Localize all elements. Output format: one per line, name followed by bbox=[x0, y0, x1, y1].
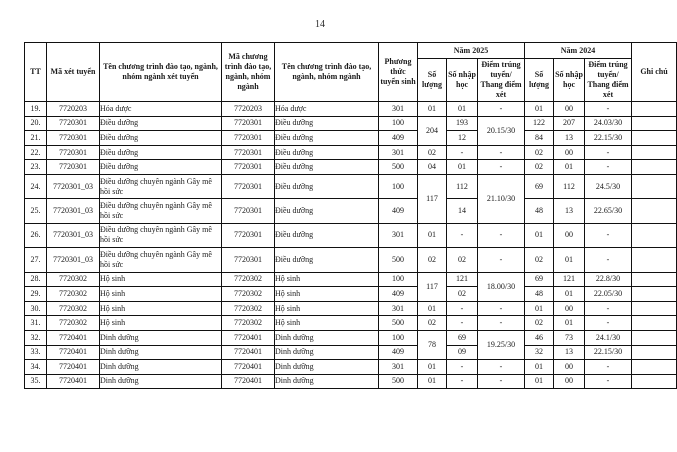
cell-2024-diem: 22.05/30 bbox=[585, 287, 632, 302]
header-2025-diem-trung-tuyen: Điểm trúng tuyển/ Thang điểm xét bbox=[478, 59, 525, 102]
cell-2024-so-luong: 48 bbox=[525, 199, 554, 223]
cell-ma-chuong-trinh: 7720301 bbox=[222, 116, 275, 131]
cell-tt: 19. bbox=[25, 102, 47, 117]
cell-2024-so-luong: 46 bbox=[525, 330, 554, 345]
cell-ma-chuong-trinh: 7720301 bbox=[222, 145, 275, 160]
table-row bbox=[25, 174, 677, 198]
header-2024-so-nhap-hoc: Số nhập học bbox=[554, 59, 585, 102]
cell-2024-diem: 24.5/30 bbox=[585, 174, 632, 198]
cell-ten-xet-tuyen: Hóa dược bbox=[100, 102, 222, 117]
cell-2025-so-nhap-hoc: - bbox=[447, 301, 478, 316]
table-row bbox=[25, 199, 677, 223]
cell-tt: 26. bbox=[25, 223, 47, 247]
table-row bbox=[25, 330, 677, 345]
table-row bbox=[25, 248, 677, 272]
cell-ma-chuong-trinh: 7720301 bbox=[222, 160, 275, 175]
cell-2025-so-nhap-hoc: 121 bbox=[447, 272, 478, 287]
cell-2025-diem: - bbox=[478, 145, 525, 160]
cell-phuong-thuc: 301 bbox=[379, 360, 418, 375]
header-2025-so-luong: Số lượng bbox=[418, 59, 447, 102]
cell-2024-so-nhap-hoc: 13 bbox=[554, 345, 585, 360]
cell-ten-xet-tuyen: Điều dưỡng chuyên ngành Gây mê hồi sức bbox=[100, 223, 222, 247]
cell-2025-diem: - bbox=[478, 301, 525, 316]
cell-ma-xet-tuyen: 7720301 bbox=[47, 116, 100, 131]
table-body bbox=[25, 102, 677, 389]
cell-ma-chuong-trinh: 7720301 bbox=[222, 248, 275, 272]
cell-2025-so-nhap-hoc: 69 bbox=[447, 330, 478, 345]
cell-2025-so-nhap-hoc: 112 bbox=[447, 174, 478, 198]
cell-tt: 35. bbox=[25, 374, 47, 389]
cell-ten-chuong-trinh: Hộ sinh bbox=[275, 272, 379, 287]
cell-ten-chuong-trinh: Điều dưỡng bbox=[275, 199, 379, 223]
cell-ma-chuong-trinh: 7720302 bbox=[222, 272, 275, 287]
cell-ma-xet-tuyen: 7720401 bbox=[47, 345, 100, 360]
cell-ma-xet-tuyen: 7720401 bbox=[47, 330, 100, 345]
cell-phuong-thuc: 409 bbox=[379, 199, 418, 223]
cell-2025-diem: - bbox=[478, 223, 525, 247]
header-2025-so-nhap-hoc: Số nhập học bbox=[447, 59, 478, 102]
cell-ten-xet-tuyen: Điều dưỡng chuyên ngành Gây mê hồi sức bbox=[100, 248, 222, 272]
cell-2024-so-nhap-hoc: 00 bbox=[554, 360, 585, 375]
cell-2025-so-luong: 01 bbox=[418, 360, 447, 375]
table-header-row-group bbox=[25, 43, 677, 59]
cell-tt: 33. bbox=[25, 345, 47, 360]
cell-2025-diem: 19.25/30 bbox=[478, 330, 525, 359]
cell-ghi-chu bbox=[632, 374, 677, 389]
cell-2024-diem: - bbox=[585, 223, 632, 247]
cell-ten-xet-tuyen: Điều dưỡng chuyên ngành Gây mê hồi sức bbox=[100, 174, 222, 198]
cell-2025-so-luong: 02 bbox=[418, 316, 447, 331]
header-nam-2025: Năm 2025 bbox=[418, 43, 525, 59]
table-row bbox=[25, 301, 677, 316]
admission-table bbox=[24, 42, 677, 389]
cell-tt: 25. bbox=[25, 199, 47, 223]
cell-tt: 24. bbox=[25, 174, 47, 198]
cell-ten-chuong-trinh: Điều dưỡng bbox=[275, 223, 379, 247]
header-ghi-chu: Ghi chú bbox=[632, 43, 677, 102]
cell-ma-xet-tuyen: 7720401 bbox=[47, 360, 100, 375]
cell-2025-so-nhap-hoc: - bbox=[447, 145, 478, 160]
cell-ten-chuong-trinh: Hộ sinh bbox=[275, 301, 379, 316]
cell-2025-so-nhap-hoc: 02 bbox=[447, 287, 478, 302]
cell-2025-so-nhap-hoc: - bbox=[447, 223, 478, 247]
cell-tt: 34. bbox=[25, 360, 47, 375]
table-row bbox=[25, 131, 677, 146]
header-ma-xet-tuyen: Mã xét tuyển bbox=[47, 43, 100, 102]
cell-ten-chuong-trinh: Điều dưỡng bbox=[275, 145, 379, 160]
cell-2025-so-luong: 04 bbox=[418, 160, 447, 175]
cell-ma-chuong-trinh: 7720301 bbox=[222, 199, 275, 223]
cell-ma-xet-tuyen: 7720301_03 bbox=[47, 174, 100, 198]
cell-phuong-thuc: 100 bbox=[379, 174, 418, 198]
table-row bbox=[25, 345, 677, 360]
cell-2025-diem: 18.00/30 bbox=[478, 272, 525, 301]
cell-phuong-thuc: 100 bbox=[379, 272, 418, 287]
cell-2024-so-nhap-hoc: 00 bbox=[554, 145, 585, 160]
cell-2025-diem: - bbox=[478, 102, 525, 117]
cell-phuong-thuc: 409 bbox=[379, 287, 418, 302]
cell-ten-chuong-trinh: Hộ sinh bbox=[275, 287, 379, 302]
cell-ten-chuong-trinh: Dinh dưỡng bbox=[275, 345, 379, 360]
cell-2025-diem: - bbox=[478, 374, 525, 389]
cell-phuong-thuc: 500 bbox=[379, 160, 418, 175]
cell-2025-so-luong: 117 bbox=[418, 174, 447, 223]
cell-2024-diem: - bbox=[585, 374, 632, 389]
header-ten-chuong-trinh: Tên chương trình đào tạo, ngành, nhóm ngành bbox=[275, 43, 379, 102]
cell-2024-so-luong: 02 bbox=[525, 248, 554, 272]
cell-phuong-thuc: 301 bbox=[379, 102, 418, 117]
cell-2025-diem: - bbox=[478, 248, 525, 272]
cell-2024-so-nhap-hoc: 13 bbox=[554, 131, 585, 146]
cell-tt: 30. bbox=[25, 301, 47, 316]
cell-2024-diem: 22.8/30 bbox=[585, 272, 632, 287]
cell-ma-chuong-trinh: 7720401 bbox=[222, 345, 275, 360]
cell-2024-so-luong: 01 bbox=[525, 374, 554, 389]
cell-ten-chuong-trinh: Điều dưỡng bbox=[275, 174, 379, 198]
table-row bbox=[25, 102, 677, 117]
cell-tt: 29. bbox=[25, 287, 47, 302]
cell-2024-so-luong: 02 bbox=[525, 160, 554, 175]
cell-ghi-chu bbox=[632, 360, 677, 375]
cell-2024-so-luong: 122 bbox=[525, 116, 554, 131]
table-header bbox=[25, 43, 677, 102]
cell-ten-chuong-trinh: Điều dưỡng bbox=[275, 131, 379, 146]
table-row bbox=[25, 316, 677, 331]
cell-2025-so-luong: 01 bbox=[418, 374, 447, 389]
cell-2024-diem: - bbox=[585, 145, 632, 160]
cell-ma-chuong-trinh: 7720401 bbox=[222, 330, 275, 345]
cell-2024-so-nhap-hoc: 121 bbox=[554, 272, 585, 287]
cell-2025-so-nhap-hoc: 01 bbox=[447, 102, 478, 117]
cell-2025-so-luong: 01 bbox=[418, 223, 447, 247]
cell-2025-diem: 21.10/30 bbox=[478, 174, 525, 223]
cell-ten-xet-tuyen: Dinh dưỡng bbox=[100, 374, 222, 389]
cell-ten-chuong-trinh: Dinh dưỡng bbox=[275, 360, 379, 375]
cell-2024-diem: - bbox=[585, 248, 632, 272]
cell-2024-so-nhap-hoc: 01 bbox=[554, 160, 585, 175]
cell-ten-chuong-trinh: Điều dưỡng bbox=[275, 116, 379, 131]
cell-2024-so-luong: 01 bbox=[525, 223, 554, 247]
cell-ten-chuong-trinh: Điều dưỡng bbox=[275, 160, 379, 175]
cell-phuong-thuc: 301 bbox=[379, 301, 418, 316]
cell-ghi-chu bbox=[632, 160, 677, 175]
cell-2024-so-nhap-hoc: 13 bbox=[554, 199, 585, 223]
cell-tt: 32. bbox=[25, 330, 47, 345]
cell-ghi-chu bbox=[632, 116, 677, 131]
cell-ma-xet-tuyen: 7720203 bbox=[47, 102, 100, 117]
header-ten-chuong-trinh-xet-tuyen: Tên chương trình đào tạo, ngành, nhóm ngành xét tuyển bbox=[100, 43, 222, 102]
cell-phuong-thuc: 100 bbox=[379, 330, 418, 345]
cell-2024-so-nhap-hoc: 01 bbox=[554, 316, 585, 331]
cell-2025-so-luong: 01 bbox=[418, 301, 447, 316]
table-row bbox=[25, 160, 677, 175]
cell-ma-xet-tuyen: 7720301 bbox=[47, 145, 100, 160]
cell-2025-diem: - bbox=[478, 160, 525, 175]
cell-ten-xet-tuyen: Dinh dưỡng bbox=[100, 330, 222, 345]
cell-ten-chuong-trinh: Hộ sinh bbox=[275, 316, 379, 331]
cell-ten-chuong-trinh: Dinh dưỡng bbox=[275, 330, 379, 345]
table-row bbox=[25, 223, 677, 247]
cell-2024-so-nhap-hoc: 00 bbox=[554, 102, 585, 117]
header-2024-diem-trung-tuyen: Điểm trúng tuyển/ Thang điểm xét bbox=[585, 59, 632, 102]
header-phuong-thuc-tuyen-sinh: Phương thức tuyển sinh bbox=[379, 43, 418, 102]
cell-2025-so-luong: 78 bbox=[418, 330, 447, 359]
cell-ghi-chu bbox=[632, 174, 677, 198]
cell-2024-diem: 22.15/30 bbox=[585, 131, 632, 146]
cell-2024-so-luong: 84 bbox=[525, 131, 554, 146]
table-row bbox=[25, 360, 677, 375]
cell-ghi-chu bbox=[632, 330, 677, 345]
cell-ma-xet-tuyen: 7720301 bbox=[47, 160, 100, 175]
cell-ma-xet-tuyen: 7720302 bbox=[47, 301, 100, 316]
page-number: 14 bbox=[315, 19, 325, 30]
header-tt: TT bbox=[25, 43, 47, 102]
cell-ten-xet-tuyen: Hộ sinh bbox=[100, 316, 222, 331]
cell-ghi-chu bbox=[632, 131, 677, 146]
cell-2024-so-luong: 32 bbox=[525, 345, 554, 360]
cell-2025-so-luong: 02 bbox=[418, 248, 447, 272]
cell-ma-xet-tuyen: 7720301 bbox=[47, 131, 100, 146]
cell-2024-so-nhap-hoc: 207 bbox=[554, 116, 585, 131]
table-row bbox=[25, 116, 677, 131]
cell-2025-so-luong: 204 bbox=[418, 116, 447, 145]
cell-ten-xet-tuyen: Dinh dưỡng bbox=[100, 360, 222, 375]
cell-2024-so-luong: 69 bbox=[525, 174, 554, 198]
cell-tt: 27. bbox=[25, 248, 47, 272]
cell-phuong-thuc: 301 bbox=[379, 223, 418, 247]
cell-ghi-chu bbox=[632, 345, 677, 360]
cell-ma-xet-tuyen: 7720401 bbox=[47, 374, 100, 389]
cell-2024-so-nhap-hoc: 01 bbox=[554, 287, 585, 302]
cell-ghi-chu bbox=[632, 316, 677, 331]
cell-2024-diem: 22.15/30 bbox=[585, 345, 632, 360]
cell-phuong-thuc: 409 bbox=[379, 131, 418, 146]
cell-2024-so-nhap-hoc: 00 bbox=[554, 223, 585, 247]
cell-phuong-thuc: 500 bbox=[379, 316, 418, 331]
cell-ma-chuong-trinh: 7720401 bbox=[222, 360, 275, 375]
cell-2024-so-nhap-hoc: 73 bbox=[554, 330, 585, 345]
cell-2024-so-nhap-hoc: 00 bbox=[554, 374, 585, 389]
cell-tt: 21. bbox=[25, 131, 47, 146]
cell-phuong-thuc: 500 bbox=[379, 374, 418, 389]
cell-2024-so-luong: 48 bbox=[525, 287, 554, 302]
cell-2024-so-nhap-hoc: 01 bbox=[554, 248, 585, 272]
cell-ma-chuong-trinh: 7720302 bbox=[222, 316, 275, 331]
cell-2025-diem: - bbox=[478, 360, 525, 375]
cell-ma-xet-tuyen: 7720301_03 bbox=[47, 223, 100, 247]
cell-ma-xet-tuyen: 7720301_03 bbox=[47, 248, 100, 272]
cell-2025-so-nhap-hoc: 12 bbox=[447, 131, 478, 146]
cell-ghi-chu bbox=[632, 199, 677, 223]
cell-2024-diem: 22.65/30 bbox=[585, 199, 632, 223]
cell-ten-xet-tuyen: Điều dưỡng bbox=[100, 131, 222, 146]
header-nam-2024: Năm 2024 bbox=[525, 43, 632, 59]
cell-ghi-chu bbox=[632, 102, 677, 117]
cell-2025-so-luong: 01 bbox=[418, 102, 447, 117]
cell-2025-so-nhap-hoc: - bbox=[447, 316, 478, 331]
cell-phuong-thuc: 100 bbox=[379, 116, 418, 131]
cell-ma-xet-tuyen: 7720301_03 bbox=[47, 199, 100, 223]
cell-phuong-thuc: 301 bbox=[379, 145, 418, 160]
table-row bbox=[25, 272, 677, 287]
cell-2024-diem: - bbox=[585, 301, 632, 316]
cell-phuong-thuc: 500 bbox=[379, 248, 418, 272]
admission-table-container bbox=[24, 42, 668, 389]
cell-ma-xet-tuyen: 7720302 bbox=[47, 272, 100, 287]
cell-ghi-chu bbox=[632, 223, 677, 247]
cell-2024-diem: - bbox=[585, 360, 632, 375]
cell-phuong-thuc: 409 bbox=[379, 345, 418, 360]
cell-2024-diem: - bbox=[585, 160, 632, 175]
cell-ten-xet-tuyen: Dinh dưỡng bbox=[100, 345, 222, 360]
cell-tt: 20. bbox=[25, 116, 47, 131]
cell-ten-xet-tuyen: Hộ sinh bbox=[100, 272, 222, 287]
cell-2025-so-nhap-hoc: - bbox=[447, 374, 478, 389]
cell-2024-diem: 24.03/30 bbox=[585, 116, 632, 131]
cell-ten-chuong-trinh: Dinh dưỡng bbox=[275, 374, 379, 389]
cell-ma-chuong-trinh: 7720302 bbox=[222, 301, 275, 316]
cell-2025-so-nhap-hoc: - bbox=[447, 360, 478, 375]
table-row bbox=[25, 145, 677, 160]
header-2024-so-luong: Số lượng bbox=[525, 59, 554, 102]
cell-ghi-chu bbox=[632, 272, 677, 287]
cell-ma-chuong-trinh: 7720302 bbox=[222, 287, 275, 302]
cell-2024-diem: 24.1/30 bbox=[585, 330, 632, 345]
header-ma-chuong-trinh: Mã chương trình đào tạo, ngành, nhóm ngành bbox=[222, 43, 275, 102]
cell-tt: 22. bbox=[25, 145, 47, 160]
cell-2024-so-luong: 01 bbox=[525, 102, 554, 117]
cell-2024-so-nhap-hoc: 00 bbox=[554, 301, 585, 316]
table-row bbox=[25, 374, 677, 389]
cell-2024-so-luong: 02 bbox=[525, 316, 554, 331]
cell-2025-so-nhap-hoc: 01 bbox=[447, 160, 478, 175]
cell-2024-so-luong: 01 bbox=[525, 301, 554, 316]
cell-ma-xet-tuyen: 7720302 bbox=[47, 316, 100, 331]
cell-2024-so-nhap-hoc: 112 bbox=[554, 174, 585, 198]
cell-ten-chuong-trinh: Điều dưỡng bbox=[275, 248, 379, 272]
cell-2024-so-luong: 01 bbox=[525, 360, 554, 375]
cell-ma-chuong-trinh: 7720301 bbox=[222, 131, 275, 146]
cell-2025-diem: - bbox=[478, 316, 525, 331]
cell-ten-xet-tuyen: Hộ sinh bbox=[100, 301, 222, 316]
cell-2024-diem: - bbox=[585, 102, 632, 117]
cell-ma-chuong-trinh: 7720401 bbox=[222, 374, 275, 389]
cell-tt: 23. bbox=[25, 160, 47, 175]
cell-tt: 28. bbox=[25, 272, 47, 287]
cell-ghi-chu bbox=[632, 248, 677, 272]
cell-ten-xet-tuyen: Điều dưỡng chuyên ngành Gây mê hồi sức bbox=[100, 199, 222, 223]
cell-tt: 31. bbox=[25, 316, 47, 331]
cell-ma-chuong-trinh: 7720301 bbox=[222, 223, 275, 247]
table-row bbox=[25, 287, 677, 302]
cell-2025-so-luong: 117 bbox=[418, 272, 447, 301]
cell-2024-so-luong: 02 bbox=[525, 145, 554, 160]
cell-ten-xet-tuyen: Điều dưỡng bbox=[100, 116, 222, 131]
cell-ten-xet-tuyen: Điều dưỡng bbox=[100, 160, 222, 175]
cell-2024-diem: - bbox=[585, 316, 632, 331]
cell-ten-xet-tuyen: Điều dưỡng bbox=[100, 145, 222, 160]
cell-ten-chuong-trinh: Hóa dược bbox=[275, 102, 379, 117]
cell-ghi-chu bbox=[632, 301, 677, 316]
cell-2025-diem: 20.15/30 bbox=[478, 116, 525, 145]
cell-ten-xet-tuyen: Hộ sinh bbox=[100, 287, 222, 302]
cell-ghi-chu bbox=[632, 287, 677, 302]
cell-ma-chuong-trinh: 7720301 bbox=[222, 174, 275, 198]
cell-ma-chuong-trinh: 7720203 bbox=[222, 102, 275, 117]
cell-ma-xet-tuyen: 7720302 bbox=[47, 287, 100, 302]
cell-ghi-chu bbox=[632, 145, 677, 160]
cell-2025-so-nhap-hoc: 09 bbox=[447, 345, 478, 360]
cell-2025-so-luong: 02 bbox=[418, 145, 447, 160]
cell-2025-so-nhap-hoc: 14 bbox=[447, 199, 478, 223]
cell-2024-so-luong: 69 bbox=[525, 272, 554, 287]
cell-2025-so-nhap-hoc: 02 bbox=[447, 248, 478, 272]
cell-2025-so-nhap-hoc: 193 bbox=[447, 116, 478, 131]
